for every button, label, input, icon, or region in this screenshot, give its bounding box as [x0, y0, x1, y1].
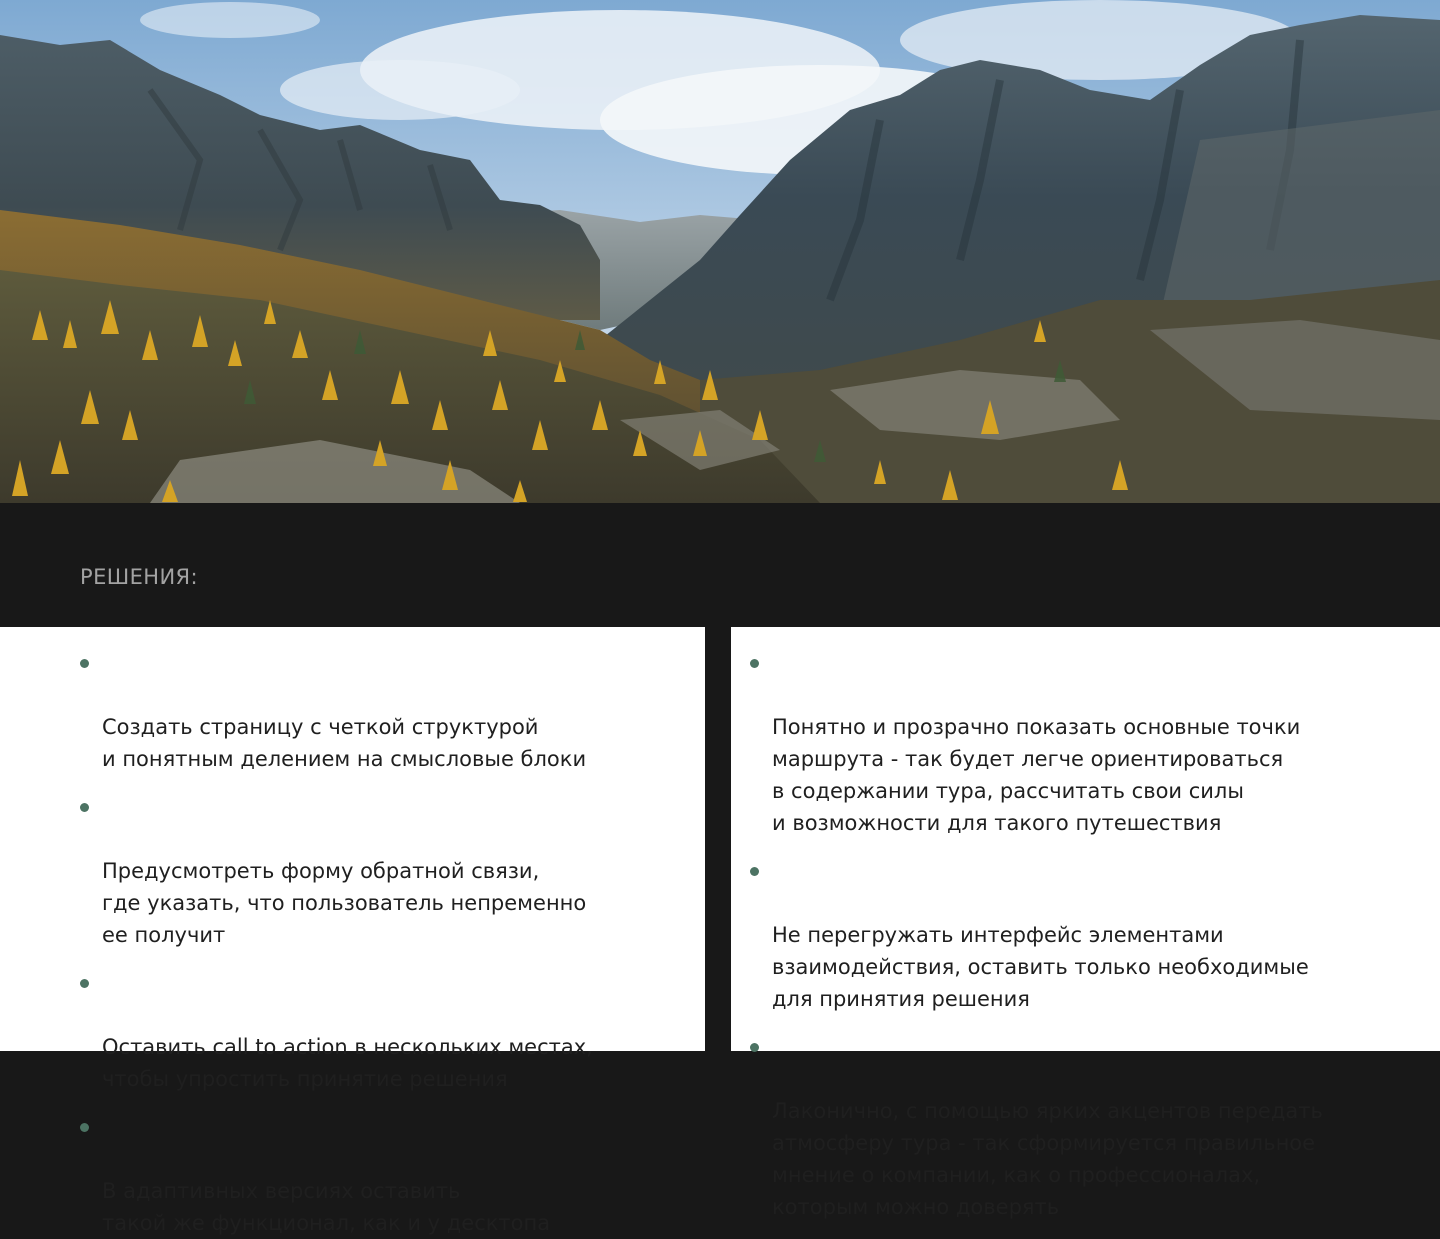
- bullet-dot-icon: [750, 1043, 759, 1052]
- list-item: [80, 647, 640, 775]
- bullet-list-left: [0, 627, 640, 1239]
- solutions-card-left: [0, 627, 705, 1235]
- list-item-text: Оставить call to action в нескольких местах, чтобы упростить принятие решения: [102, 1035, 593, 1091]
- bullet-dot-icon: [80, 803, 89, 812]
- mountain-landscape-illustration: [0, 0, 1440, 503]
- list-item-text: Создать страницу с четкой структурой и понятным делением на смысловые блоки: [102, 715, 587, 771]
- bullet-dot-icon: [80, 1123, 89, 1132]
- list-item-text: В адаптивных версиях оставить такой же функционал, как и у десктопа: [102, 1179, 551, 1235]
- list-item-text: Понятно и прозрачно показать основные точки маршрута - так будет легче ориентироваться в содержании тура, рассчитать свои силы и возможности для такого путешествия: [772, 715, 1301, 835]
- list-item: [80, 967, 640, 1095]
- section-heading: РЕШЕНИЯ:: [80, 565, 199, 589]
- list-item: [750, 1031, 1401, 1223]
- bullet-list-right: [731, 627, 1401, 1223]
- bullet-dot-icon: [750, 867, 759, 876]
- bullet-dot-icon: [80, 979, 89, 988]
- list-item-text: Не перегружать интерфейс элементами взаимодействия, оставить только необходимые для принятия решения: [772, 923, 1309, 1011]
- list-item: [750, 647, 1401, 839]
- list-item: [80, 1111, 640, 1239]
- bullet-dot-icon: [750, 659, 759, 668]
- list-item: [80, 791, 640, 951]
- bullet-dot-icon: [80, 659, 89, 668]
- list-item-text: Лаконично, с помощью ярких акцентов передать атмосферу тура - так сформируется правильное мнение о компании, как о профессионалах, которым можно доверять: [772, 1099, 1323, 1219]
- list-item: [750, 855, 1401, 1015]
- solutions-card-right: [731, 627, 1440, 1219]
- hero-image: [0, 0, 1440, 503]
- list-item-text: Предусмотреть форму обратной связи, где указать, что пользователь непременно ее получит: [102, 859, 587, 947]
